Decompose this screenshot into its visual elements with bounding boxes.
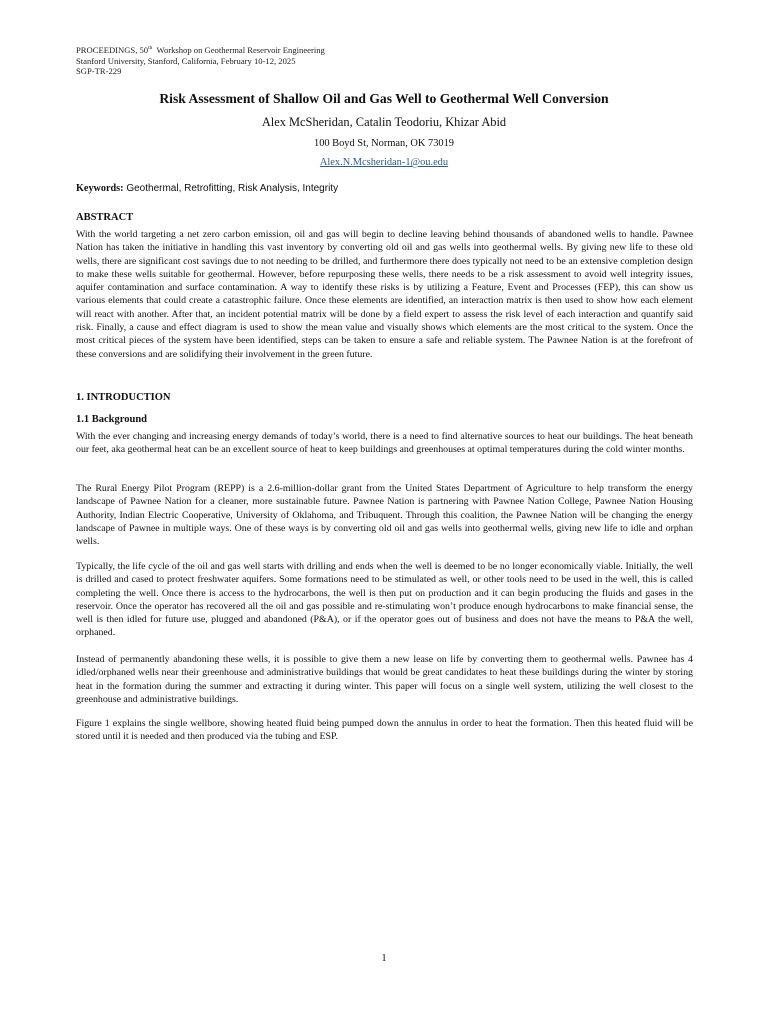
section-heading-introduction: 1. INTRODUCTION [76, 392, 171, 403]
header-line-2: Stanford University, Stanford, California, February 10-12, 2025 [76, 55, 296, 66]
subsection-heading-background: 1.1 Background [76, 414, 147, 425]
keywords-value: Geothermal, Retrofitting, Risk Analysis, Integrity [123, 183, 339, 194]
intro-paragraph-2: The Rural Energy Pilot Program (REPP) is a 2.6-million-dollar grant from the United States Department of Agriculture to help transform the energy landscape of Pawnee Nation for a cleaner, more sustainable future. Pawnee Nation is partnering with Pawnee Nation College, Pawnee Nation Housing Authority, Indian Electric Cooperative, University of Oklahoma, and Tribuquent. Through this coalition, the Pawnee Nation will be changing the energy landscape of Pawnee in multiple ways. One of these ways is by converting old oil and gas wells into geothermal wells, giving new life to idle and orphan wells. [76, 483, 693, 548]
abstract-heading: ABSTRACT [76, 212, 134, 223]
keywords-label: Keywords: [76, 183, 124, 194]
abstract-text: With the world targeting a net zero carbon emission, oil and gas will begin to decline leaving behind thousands of abandoned wells to handle. Pawnee Nation has taken the initiative in handling this vast inventory by converting old oil and gas wells into geothermal wells. By giving new life to these old wells, there are significant cost savings due to not needing to be drilled, and furthermore there does typically not need to be an extensive completion design to make these wells suitable for geothermal. However, before repurposing these wells, there needs to be a risk assessment to avoid well integrity issues, aquifer contamination and surface contamination. A way to identify these risks is by utilizing a Feature, Event and Processes (FEP), this can show us various elements that could create a catastrophic failure. Once these elements are identified, an interaction matrix is then used to show how each element will react with another. After that, an incident potential matrix will be done by a field expert to assess the risk level of each interaction and quantify said risk. Finally, a cause and effect diagram is used to show the mean value and visually shows which elements are the most critical to the system. Once the most critical pieces of the system have been identified, steps can be taken to ensure a safe and reliable system. The Pawnee Nation is at the forefront of these conversions and are solidifying their involvement in the green future. [76, 229, 693, 360]
author-list: Alex McSheridan, Catalin Teodoriu, Khizar Abid [261, 115, 507, 129]
author-address: 100 Boyd St, Norman, OK 73019 [314, 138, 454, 149]
paper-title: Risk Assessment of Shallow Oil and Gas Well to Geothermal Well Conversion [159, 91, 609, 106]
intro-paragraph-3: Typically, the life cycle of the oil and gas well starts with drilling and ends when the well is deemed to be no longer economically viable. Initially, the well is drilled and cased to protect freshwater aquifers. Some formations need to be stimulated as well, or other tools need to be used in the well, this is called completing the well. Once there is access to the hydrocarbons, the well is then put on production and it can begin producing the fluids and gases in the reservoir. Once the operator has recovered all the oil and gas possible and re-stimulating won’t produce enough hydrocarbons to make financial sense, the well is then idled for future use, plugged and abandoned (P&A), or if the operator goes out of business and does not have the means to P&A the well, orphaned. [76, 561, 693, 639]
header-line-3: SGP-TR-229 [76, 66, 122, 77]
intro-paragraph-4: Instead of permanently abandoning these wells, it is possible to give them a new lease on life by converting them to geothermal wells. Pawnee has 4 idled/orphaned wells near their greenhouse and administrative buildings that would be great candidates to heat these buildings during the winter by storing heat in the formation during the summer and extracting it during winter. This paper will focus on a single well system, utilizing the well closest to the greenhouse and administrative buildings. [76, 654, 693, 705]
intro-paragraph-5: Figure 1 explains the single wellbore, showing heated fluid being pumped down the annulus in order to heat the formation. Then this heated fluid will be stored until it is needed and then produced via the tubing and ESP. [76, 718, 693, 743]
proceedings-header [76, 45, 325, 77]
keywords-line [76, 183, 338, 194]
intro-paragraph-1: With the ever changing and increasing energy demands of today’s world, there is a need to find alternative sources to heat our buildings. The heat beneath our feet, aka geothermal heat can be an excellent source of heat to keep buildings and greenhouses at optimal temperatures during the cold winter months. [76, 431, 693, 456]
header-line-1: PROCEEDINGS, 50th Workshop on Geothermal Reservoir Engineering [76, 45, 325, 55]
email-link[interactable]: Alex.N.Mcsheridan-1@ou.edu [319, 157, 449, 168]
author-email [0, 157, 768, 168]
page-number: 1 [381, 953, 387, 964]
